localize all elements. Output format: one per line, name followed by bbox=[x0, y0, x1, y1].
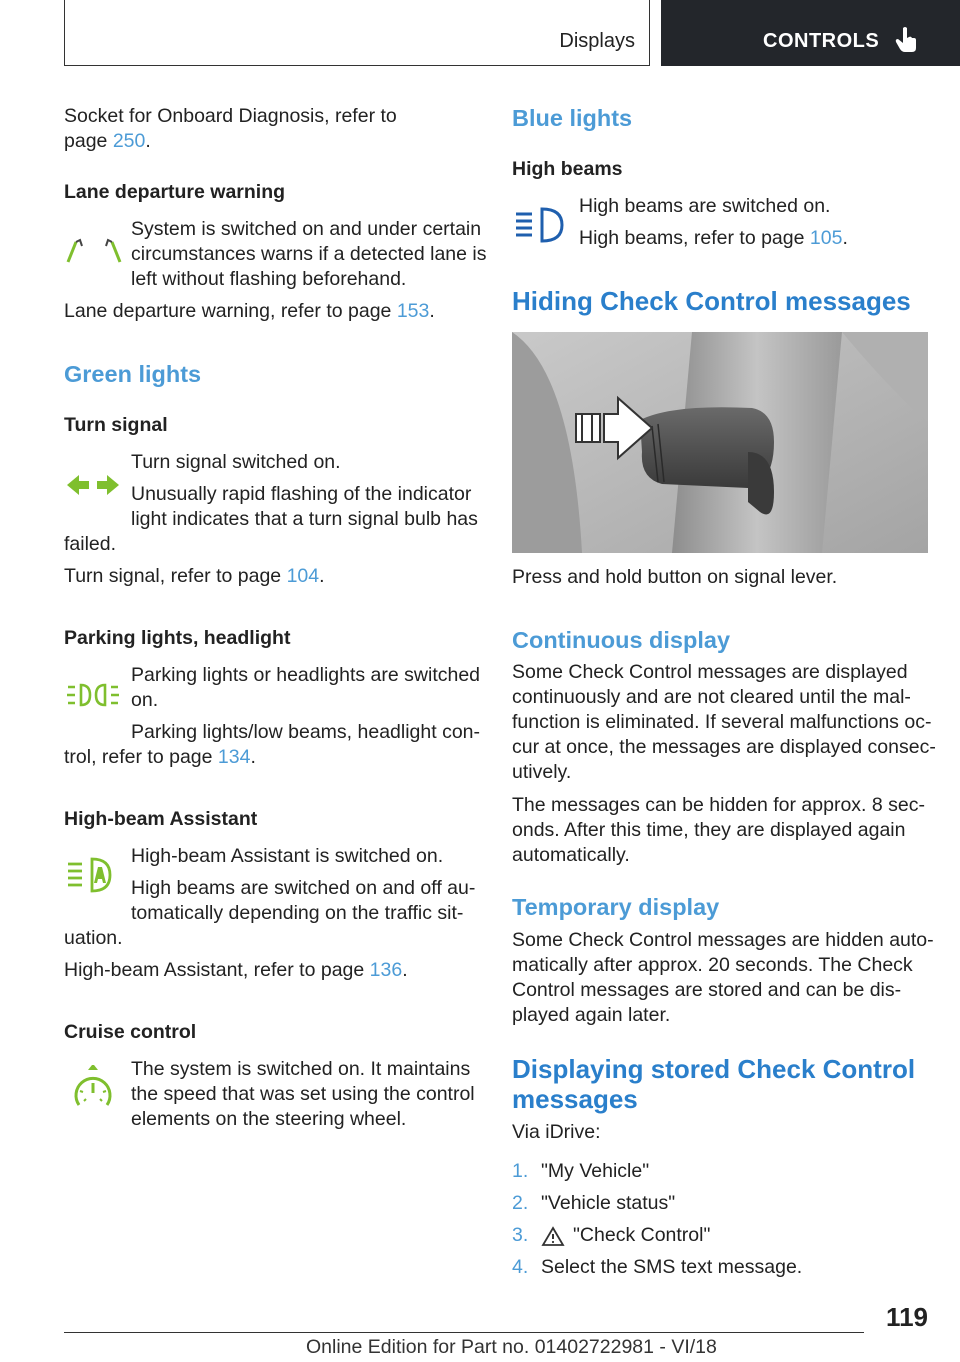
high-beam-assistant-desc: High-beam Assistant is switched on. bbox=[131, 845, 444, 867]
turn-signal-desc-3: failed. bbox=[64, 533, 117, 555]
continuous-display-text-2: The messages can be hidden for approx. 8 sec‐ onds. After this time, they are displayed again automatically. bbox=[512, 794, 925, 866]
stored-messages-heading: Displaying stored Check Control messages bbox=[512, 1054, 916, 1114]
parking-lights-ref: trol, refer to page 134. bbox=[64, 746, 256, 768]
continuous-display-heading: Continuous display bbox=[512, 627, 731, 653]
turn-signal-title: Turn signal bbox=[64, 414, 168, 436]
header-chapter-tab[interactable] bbox=[661, 0, 960, 66]
via-idrive-text: Via iDrive: bbox=[512, 1121, 601, 1143]
step-number: 1. bbox=[512, 1160, 529, 1182]
header-section-title: Displays bbox=[559, 30, 635, 52]
high-beams-title: High beams bbox=[512, 158, 623, 180]
signal-lever-illustration bbox=[512, 332, 928, 553]
header-section-box bbox=[64, 0, 650, 66]
step-vehicle-status[interactable]: "Vehicle status" bbox=[541, 1192, 676, 1214]
parking-page-link[interactable]: 134 bbox=[217, 746, 251, 768]
footer-divider bbox=[64, 1332, 864, 1333]
cruise-control-desc: The system is switched on. It maintains the speed that was set using the control elements on the steering wheel. bbox=[131, 1058, 475, 1130]
high-beam-assistant-desc-3: uation. bbox=[64, 927, 123, 949]
parking-lights-icon bbox=[66, 682, 120, 708]
lane-page-link[interactable]: 153 bbox=[396, 300, 430, 322]
footer-edition: Online Edition for Part no. 01402722981 - VI/18 bbox=[306, 1336, 717, 1358]
high-beam-assistant-ref: High-beam Assistant, refer to page 136. bbox=[64, 959, 408, 981]
lane-departure-desc: System is switched on and under certain circumstances warns if a detected lane is left without flashing beforehand. bbox=[131, 218, 487, 290]
parking-lights-desc-2: Parking lights/low beams, headlight con‐ bbox=[131, 721, 481, 743]
hiding-caption: Press and hold button on signal lever. bbox=[512, 566, 838, 588]
step-select-message: Select the SMS text message. bbox=[541, 1256, 803, 1278]
high-beam-assistant-icon bbox=[66, 855, 118, 895]
high-beams-ref: High beams, refer to page 105. bbox=[579, 227, 848, 249]
high-beam-assistant-desc-2: High beams are switched on and off au‐ tomatically depending on the traffic sit‐ bbox=[131, 877, 476, 924]
turn-signal-icon bbox=[67, 473, 119, 497]
step-number: 2. bbox=[512, 1192, 529, 1214]
step-check-control[interactable]: "Check Control" bbox=[573, 1224, 711, 1246]
temporary-display-heading: Temporary display bbox=[512, 894, 720, 920]
continuous-display-text: Some Check Control messages are displayed continuously and are not cleared until the mal‐ function is eliminated. If several malfunctions oc‐ cur at once, the messages are displayed consec‐ utively. bbox=[512, 661, 936, 783]
step-number: 4. bbox=[512, 1256, 529, 1278]
hiding-check-control-heading: Hiding Check Control messages bbox=[512, 286, 911, 316]
green-lights-heading: Green lights bbox=[64, 361, 202, 387]
turn-signal-desc: Turn signal switched on. bbox=[131, 451, 341, 473]
step-number: 3. bbox=[512, 1224, 529, 1246]
obd-text: Socket for Onboard Diagnosis, refer to page 250. bbox=[64, 105, 397, 152]
header-chapter-title: CONTROLS bbox=[763, 30, 880, 52]
high-beam-assistant-title: High-beam Assistant bbox=[64, 808, 258, 830]
hba-page-link[interactable]: 136 bbox=[369, 959, 403, 981]
temporary-display-text: Some Check Control messages are hidden auto‐ matically after approx. 20 seconds. The Check Control messages are stored and can be dis‐ played again later. bbox=[512, 929, 934, 1026]
blue-lights-heading: Blue lights bbox=[512, 105, 633, 131]
cruise-control-icon bbox=[72, 1063, 114, 1111]
pointing-hand-icon bbox=[895, 26, 919, 54]
high-beams-icon bbox=[514, 206, 566, 244]
cruise-control-title: Cruise control bbox=[64, 1021, 197, 1043]
parking-lights-desc: Parking lights or headlights are switched on. bbox=[131, 664, 481, 711]
turn-page-link[interactable]: 104 bbox=[286, 565, 320, 587]
turn-signal-ref: Turn signal, refer to page 104. bbox=[64, 565, 325, 587]
high-beams-page-link[interactable]: 105 bbox=[809, 227, 843, 249]
step-my-vehicle[interactable]: "My Vehicle" bbox=[541, 1160, 650, 1182]
page-number: 119 bbox=[886, 1302, 928, 1332]
obd-page-link[interactable]: 250 bbox=[112, 130, 146, 152]
parking-lights-title: Parking lights, headlight bbox=[64, 627, 291, 649]
lane-departure-icon bbox=[66, 238, 122, 264]
lane-departure-ref: Lane departure warning, refer to page 153. bbox=[64, 300, 435, 322]
lane-departure-title: Lane departure warning bbox=[64, 181, 286, 203]
high-beams-desc: High beams are switched on. bbox=[579, 195, 831, 217]
warning-triangle-icon bbox=[541, 1226, 565, 1247]
turn-signal-desc-2: Unusually rapid flashing of the indicator light indicates that a turn signal bulb has bbox=[131, 483, 478, 530]
